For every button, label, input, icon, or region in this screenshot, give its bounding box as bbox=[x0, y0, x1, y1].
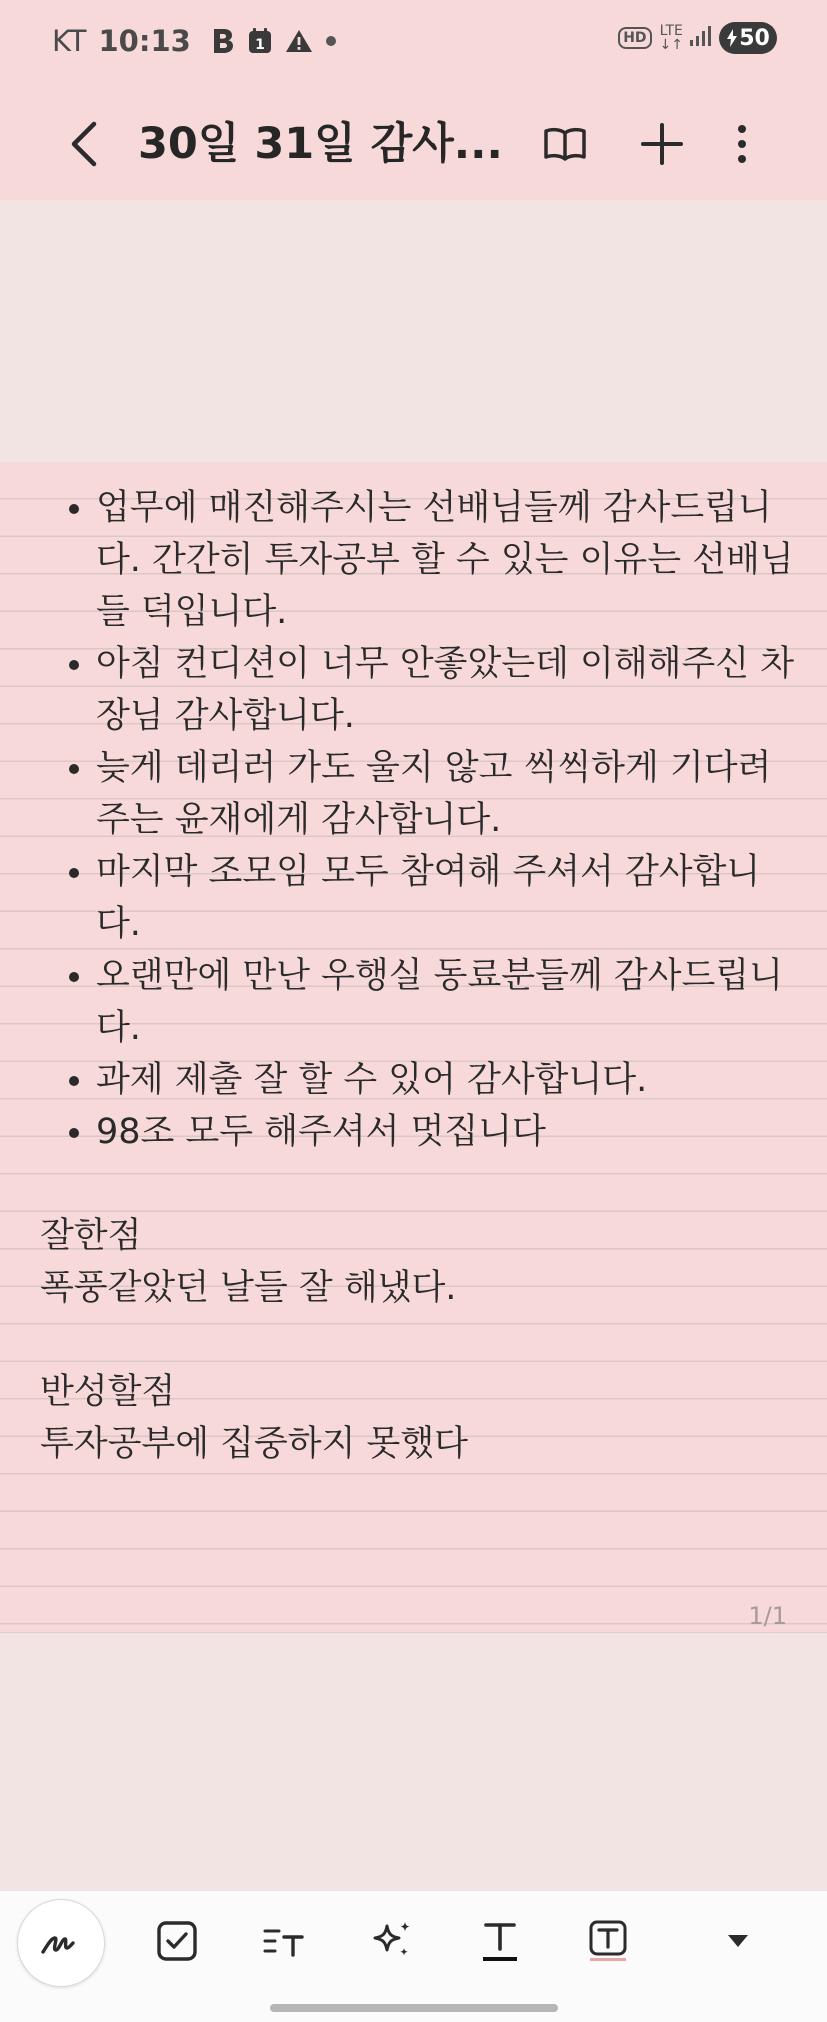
dot-icon bbox=[325, 35, 337, 47]
sparkle-icon bbox=[369, 1918, 415, 1964]
system-nav-bar bbox=[0, 1990, 827, 2022]
expand-toolbar-button[interactable] bbox=[706, 1909, 770, 1973]
text-box-icon bbox=[587, 1919, 629, 1963]
pen-icon bbox=[40, 1928, 82, 1958]
status-left bbox=[52, 24, 349, 58]
section-heading-reflect: 반성할점 bbox=[40, 1372, 176, 1412]
lte-label: LTE bbox=[659, 23, 683, 39]
hd-voice-icon: HD bbox=[618, 27, 651, 49]
text-icon bbox=[480, 1919, 520, 1963]
warning-icon bbox=[285, 28, 313, 54]
text-style-icon bbox=[262, 1923, 306, 1959]
triangle-down-icon bbox=[727, 1934, 749, 1948]
lte-icon: LTE ↓↑ bbox=[659, 23, 683, 53]
text-box-button[interactable] bbox=[576, 1909, 640, 1973]
list-item: • 오랜만에 만난 우행실 동료분들께 감사드립니다. bbox=[96, 950, 800, 1054]
checkbox-button[interactable] bbox=[145, 1909, 209, 1973]
spacer bbox=[40, 1158, 800, 1210]
book-icon bbox=[543, 127, 587, 161]
ai-assist-button[interactable] bbox=[360, 1909, 424, 1973]
text-format-button[interactable] bbox=[468, 1909, 532, 1973]
note-page[interactable] bbox=[0, 462, 827, 1633]
app-bar bbox=[0, 88, 827, 201]
more-options-button[interactable] bbox=[710, 112, 774, 176]
list-item: • 98조 모두 해주셔서 멋집니다 bbox=[96, 1106, 800, 1158]
battery-icon bbox=[719, 22, 777, 54]
text-style-button[interactable] bbox=[252, 1909, 316, 1973]
list-item: • 아침 컨디션이 너무 안좋았는데 이해해주신 차장님 감사합니다. bbox=[96, 638, 800, 742]
back-arrow-icon bbox=[69, 121, 99, 167]
calendar-badge-number: 1 bbox=[254, 37, 265, 53]
bottom-toolbar bbox=[0, 1890, 827, 1991]
list-item: • 마지막 조모임 모두 참여해 주셔서 감사합니다. bbox=[96, 846, 800, 950]
clock: 10:13 bbox=[98, 24, 191, 58]
more-vert-icon bbox=[736, 124, 748, 164]
page-indicator: 1/1 bbox=[748, 1602, 787, 1630]
pen-mode-button[interactable] bbox=[17, 1899, 105, 1987]
b-app-icon bbox=[211, 27, 235, 55]
gratitude-list bbox=[40, 482, 800, 1158]
status-right bbox=[618, 22, 777, 54]
add-button[interactable] bbox=[630, 112, 694, 176]
section-heading-good: 잘한점 bbox=[40, 1216, 142, 1256]
plus-icon bbox=[640, 122, 684, 166]
checkbox-icon bbox=[156, 1920, 198, 1962]
note-body[interactable] bbox=[40, 482, 800, 1470]
status-bar bbox=[0, 0, 827, 88]
signal-icon bbox=[689, 24, 713, 52]
home-gesture-handle[interactable] bbox=[270, 2004, 558, 2012]
back-button[interactable] bbox=[56, 114, 112, 174]
list-item: • 늦게 데리러 가도 울지 않고 씩씩하게 기다려주는 윤재에게 감사합니다. bbox=[96, 742, 800, 846]
list-item: • 업무에 매진해주시는 선배님들께 감사드립니다. 간간히 투자공부 할 수 있는 이유는 선배님들 덕입니다. bbox=[96, 482, 800, 638]
section-text-good: 폭풍같았던 날들 잘 해냈다. bbox=[40, 1268, 457, 1308]
reading-mode-button[interactable] bbox=[533, 112, 597, 176]
section-text-reflect: 투자공부에 집중하지 못했다 bbox=[40, 1424, 468, 1464]
battery-level: 50 bbox=[739, 25, 770, 51]
calendar-badge-icon bbox=[247, 27, 273, 55]
page-title: 30일 31일 감사... bbox=[138, 119, 503, 169]
top-blank-area bbox=[0, 200, 827, 462]
spacer bbox=[40, 1314, 800, 1366]
list-item: • 과제 제출 잘 할 수 있어 감사합니다. bbox=[96, 1054, 800, 1106]
carrier-label: KT bbox=[52, 24, 87, 58]
